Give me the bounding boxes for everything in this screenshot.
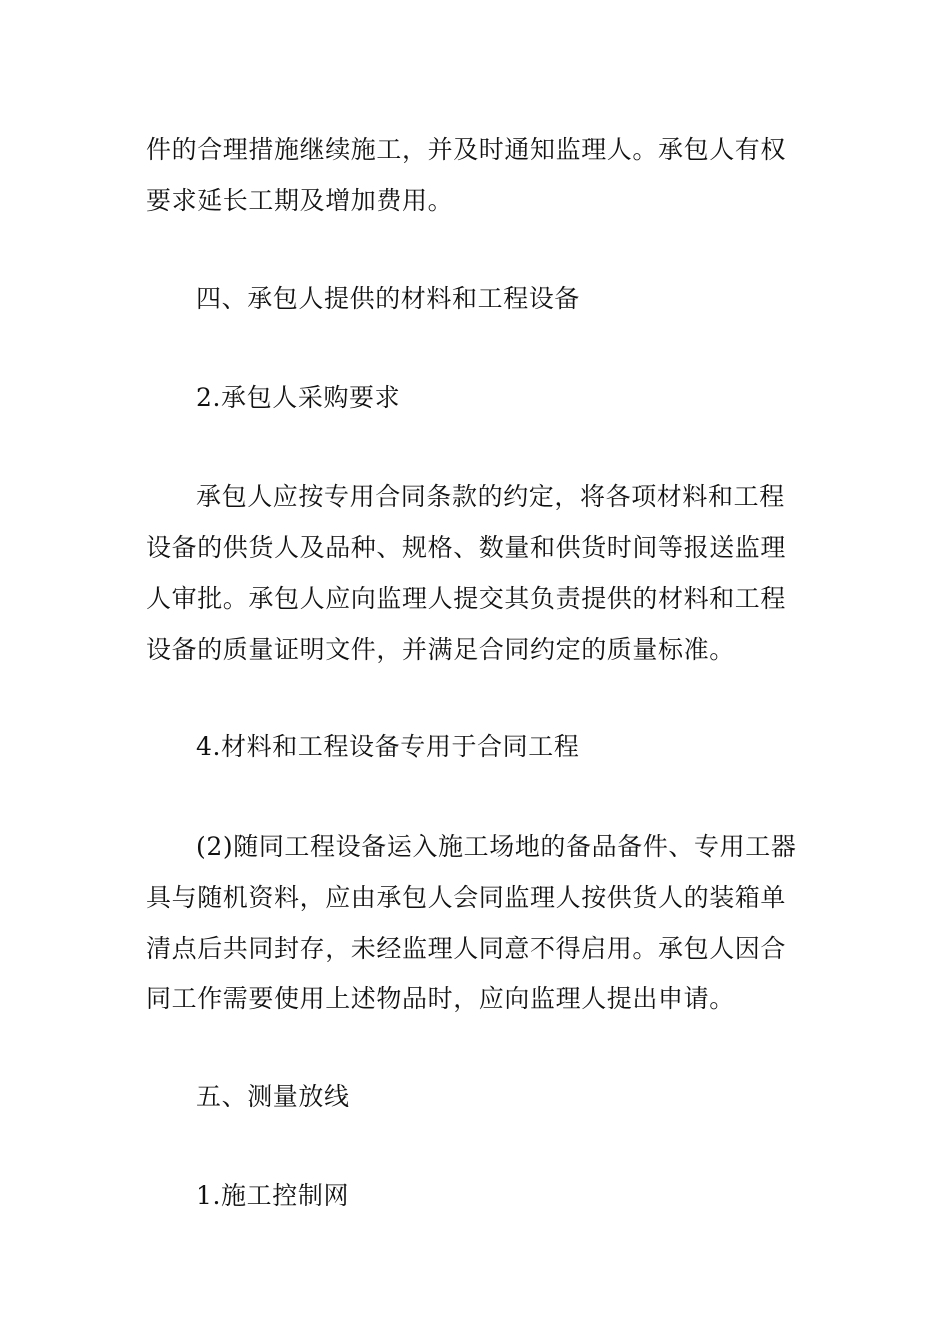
paragraph-line: 具与随机资料，应由承包人会同监理人按供货人的装箱单 <box>146 883 787 912</box>
subsection-heading: 2.承包人采购要求 <box>196 383 401 412</box>
paragraph-line: 人审批。承包人应向监理人提交其负责提供的材料和工程 <box>146 584 787 613</box>
subsection-heading: 4.材料和工程设备专用于合同工程 <box>196 732 580 761</box>
section-heading: 四、承包人提供的材料和工程设备 <box>196 284 581 313</box>
paragraph-line: 清点后共同封存，未经监理人同意不得启用。承包人因合 <box>146 934 787 963</box>
paragraph-line: 件的合理措施继续施工，并及时通知监理人。承包人有权 <box>146 135 787 164</box>
paragraph-line: 要求延长工期及增加费用。 <box>146 186 454 215</box>
paragraph-line: 承包人应按专用合同条款的约定，将各项材料和工程 <box>196 482 785 511</box>
section-heading: 五、测量放线 <box>196 1082 350 1111</box>
subsection-heading: 1.施工控制网 <box>196 1181 350 1210</box>
paragraph-line: 同工作需要使用上述物品时，应向监理人提出申请。 <box>146 984 735 1013</box>
paragraph-line: 设备的供货人及品种、规格、数量和供货时间等报送监理 <box>146 533 787 562</box>
paragraph-line: (2)随同工程设备运入施工场地的备品备件、专用工器 <box>196 832 797 861</box>
paragraph-line: 设备的质量证明文件，并满足合同约定的质量标准。 <box>146 635 735 664</box>
